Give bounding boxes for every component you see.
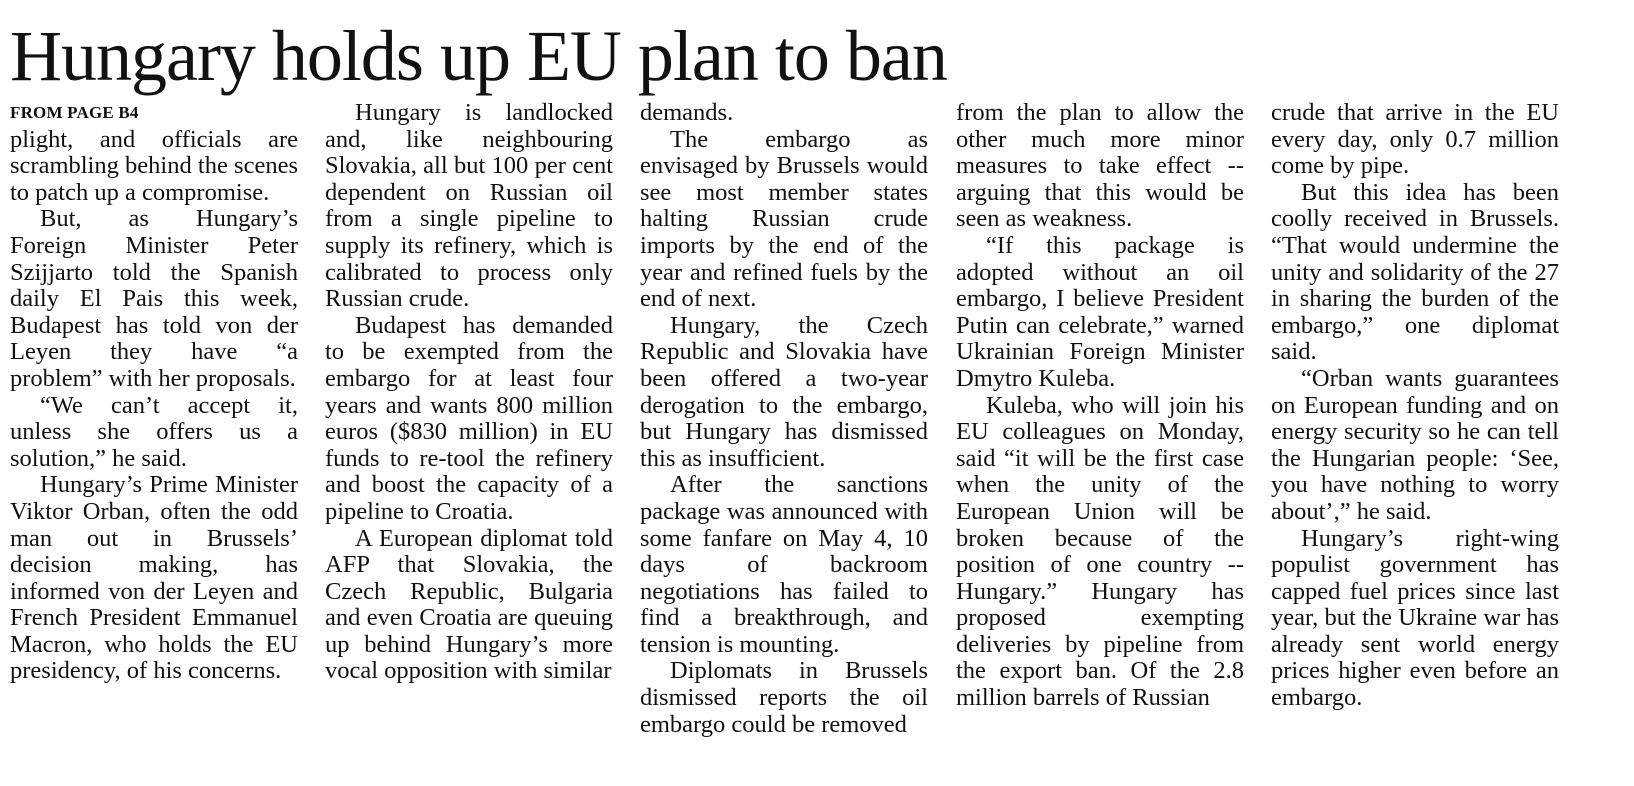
article-column-3 (640, 100, 928, 738)
headline: Hungary holds up EU plan to ban (10, 16, 947, 96)
paragraph: from the plan to allow the other much more minor measures to take effect -- arguing that this would be seen as weakness. (956, 99, 1244, 233)
paragraph: But, as Hungary’s Foreign Minister Peter Szijjarto told the Spanish daily El Pais this week, Budapest has told von der Leyen they have “a problem” with her proposals. (10, 205, 298, 392)
paragraph: Kuleba, who will join his EU colleagues on Monday, said “it will be the first case when the unity of the European Union will be broken because of the position of one country -- Hungary.” Hungary has proposed exempting deliveries by pipeline from the export ban. Of the 2.8 million barrels of Russian (956, 391, 1244, 712)
paragraph: Hungary’s Prime Minister Viktor Orban, often the odd man out in Brussels’ decision making, has informed von der Leyen and French President Emmanuel Macron, who holds the EU presidency, of his concerns. (10, 471, 298, 685)
paragraph: A European diplomat told AFP that Slovakia, the Czech Republic, Bulgaria and even Croatia are queuing up behind Hungary’s more vocal opposition with similar (325, 524, 613, 685)
paragraph: Hungary’s right-wing populist government has capped fuel prices since last year, but the Ukraine war has already sent world energy prices higher even before an embargo. (1271, 524, 1559, 712)
article-column-5 (1271, 100, 1559, 712)
paragraph: After the sanctions package was announced with some fanfare on May 4, 10 days of backroom negotiations has failed to find a breakthrough, and tension is mounting. (640, 471, 928, 658)
article-column-4 (956, 100, 1244, 712)
paragraph: “We can’t accept it, unless she offers us a solution,” he said. (10, 391, 298, 472)
article-column-2 (325, 100, 613, 685)
paragraph: “Orban wants guarantees on European funding and on energy security so he can tell the Hungarian people: ‘See, you have nothing to worry about’,” he said. (1271, 364, 1559, 525)
paragraph: Budapest has demanded to be exempted from the embargo for at least four years and wants 800 million euros ($830 million) in EU funds to re-tool the refinery and boost the capacity of a pipeline to Croatia. (325, 311, 613, 525)
paragraph: Diplomats in Brussels dismissed reports the oil embargo could be removed (640, 657, 928, 738)
article-column-1 (10, 100, 298, 685)
jump-label: FROM PAGE B4 (10, 103, 139, 122)
paragraph: Hungary, the Czech Republic and Slovakia have been offered a two-year derogation to the embargo, but Hungary has dismissed this as insufficient. (640, 311, 928, 472)
paragraph: But this idea has been coolly received in Brussels. “That would undermine the unity and solidarity of the 27 in sharing the burden of the embargo,” one diplomat said. (1271, 178, 1559, 366)
paragraph: crude that arrive in the EU every day, only 0.7 million come by pipe. (1271, 99, 1559, 180)
paragraph: Hungary is landlocked and, like neighbouring Slovakia, all but 100 per cent dependent on Russian oil from a single pipeline to supply its refinery, which is calibrated to process only Russian crude. (325, 99, 613, 313)
paragraph: “If this package is adopted without an oil embargo, I believe President Putin can celebrate,” warned Ukrainian Foreign Minister Dmytro Kuleba. (956, 231, 1244, 392)
paragraph: plight, and officials are scrambling behind the scenes to patch up a compromise. (10, 125, 298, 206)
paragraph: The embargo as envisaged by Brussels would see most member states halting Russian crude imports by the end of the year and refined fuels by the end of next. (640, 125, 928, 313)
paragraph: demands. (640, 99, 734, 126)
